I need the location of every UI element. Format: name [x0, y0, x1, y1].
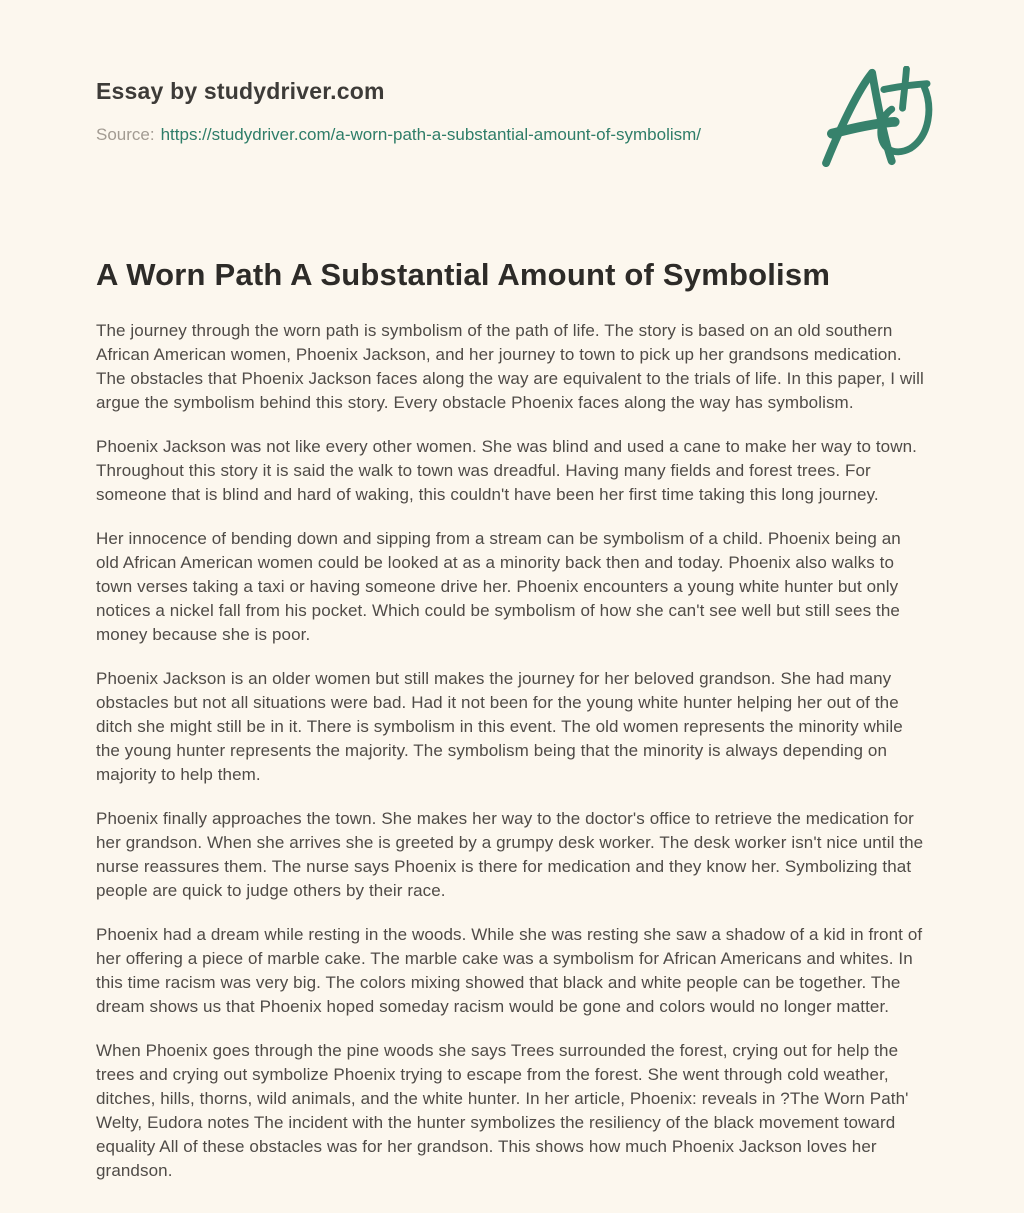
byline: Essay by studydriver.com [96, 78, 385, 104]
source-url-link[interactable]: https://studydriver.com/a-worn-path-a-substantial-amount-of-symbolism/ [160, 125, 702, 144]
essay-paragraph: When Phoenix goes through the pine woods she says Trees surrounded the forest, crying out for help the trees and crying out symbolize Phoenix trying to escape from the forest. She went through cold weather, ditches, hills, thorns, wild animals, and the white hunter. In her article, Phoenix: reveals in ?The Worn Path' Welty, Eudora notes The incident with the hunter symbolizes the resiliency of the black movement toward equality All of these obstacles was for her grandson. This shows how much Phoenix Jackson loves her grandson. [96, 1041, 909, 1180]
essay-paragraph: Phoenix Jackson is an older women but still makes the journey for her beloved grandson. She had many obstacles but not all situations were bad. Had it not been for the young white hunter helping her out of the ditch she might still be in it. There is symbolism in this event. The old women represents the minority while the young hunter represents the majority. The symbolism being that the minority is always depending on majority to help them. [96, 669, 903, 784]
essay-paragraph: The journey through the worn path is symbolism of the path of life. The story is based on an old southern African American women, Phoenix Jackson, and her journey to town to pick up her grandsons medication. The obstacles that Phoenix Jackson faces along the way are equivalent to the trials of life. In this paper, I will argue the symbolism behind this story. Every obstacle Phoenix faces along the way has symbolism. [96, 321, 924, 412]
source-label: Source: [96, 125, 155, 144]
essay-paragraph: Phoenix Jackson was not like every other women. She was blind and used a cane to make her way to town. Throughout this story it is said the walk to town was dreadful. Having many fields and forest trees. For someone that is blind and hard of waking, this couldn't have been her first time taking this long journey. [96, 437, 917, 504]
studydriver-a-plus-logo-icon [818, 66, 938, 168]
source-line [96, 125, 926, 145]
page-title: A Worn Path A Substantial Amount of Symbolism [96, 257, 831, 292]
page-header [96, 78, 926, 145]
essay-paragraph: Phoenix had a dream while resting in the woods. While she was resting she saw a shadow of a kid in front of her offering a piece of marble cake. The marble cake was a symbolism for African Americans and whites. In this time racism was very big. The colors mixing showed that black and white people can be together. The dream shows us that Phoenix hoped someday racism would be gone and colors would no longer matter. [96, 925, 923, 1016]
essay-paragraph: Phoenix finally approaches the town. She makes her way to the doctor's office to retrieve the medication for her grandson. When she arrives she is greeted by a grumpy desk worker. The desk worker isn't nice until the nurse reassures them. The nurse says Phoenix is there for medication and they know her. Symbolizing that people are quick to judge others by their race. [96, 809, 924, 900]
essay-body [96, 319, 926, 1183]
essay-paragraph: Her innocence of bending down and sipping from a stream can be symbolism of a child. Phoenix being an old African American women could be looked at as a minority back then and today. Phoenix also walks to town verses taking a taxi or having someone drive her. Phoenix encounters a young white hunter but only notices a nickel fall from his pocket. Which could be symbolism of how she can't see well but still sees the money because she is poor. [96, 529, 901, 644]
